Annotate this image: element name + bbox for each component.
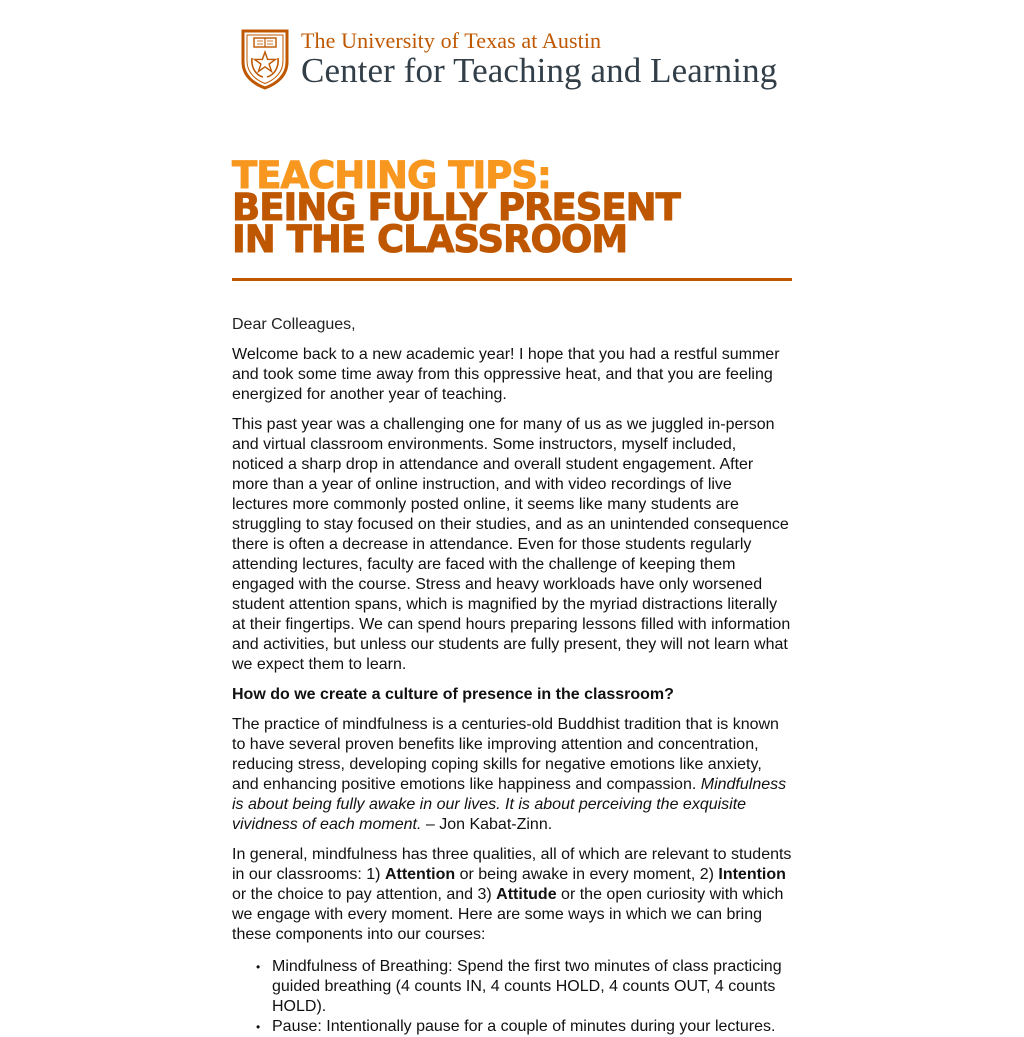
- paragraph-qualities: [232, 845, 792, 945]
- section-question: How do we create a culture of presence in the classroom?: [232, 686, 674, 703]
- title-line-1: TEACHING TIPS:: [232, 154, 551, 197]
- quality-attention: Attention: [384, 866, 456, 883]
- paragraph-welcome: Welcome back to a new academic year! I hope that you had a restful summer and took some time away from this oppressive heat, and that you are feeling energized for another year of teaching.: [232, 346, 780, 403]
- article: [232, 154, 792, 1037]
- title-line-2: BEING FULLY PRESENT: [232, 186, 680, 229]
- list-item: • Mindfulness of Breathing: Spend the first two minutes of class practicing guided breathing (4 counts IN, 4 counts HOLD, 4 counts OUT, 4 counts HOLD).: [272, 957, 792, 1017]
- center-name: Center for Teaching and Learning: [301, 51, 778, 90]
- paragraph-mindfulness: [232, 715, 792, 835]
- qualities-text-3: or the choice to pay attention, and 3): [232, 886, 497, 903]
- ut-shield-icon: [240, 28, 290, 90]
- list-item: • Pause: Intentionally pause for a couple of minutes during your lectures.: [272, 1017, 792, 1037]
- tips-list: [232, 957, 792, 1037]
- quality-intention: Intention: [718, 866, 786, 883]
- article-body: [232, 315, 792, 1037]
- quote-author: – Jon Kabat-Zinn.: [421, 816, 553, 833]
- title-divider: [232, 278, 792, 281]
- university-name: The University of Texas at Austin: [301, 28, 602, 53]
- page-title: [232, 154, 792, 261]
- mindfulness-text: The practice of mindfulness is a centuries-old Buddhist tradition that is known to have several proven benefits like improving attention and concentration, reducing stress, developing coping skills for negative emotions like anxiety, and enhancing positive emotions like happiness and compassion.: [232, 716, 779, 793]
- qualities-text-4: or the open curiosity with which we engage with every moment. Here are some ways in which we can bring these components into our courses:: [232, 886, 784, 943]
- qualities-text-1: In general, mindfulness has three qualities, all of which are relevant to students in our classrooms: 1): [232, 846, 792, 883]
- greeting: Dear Colleagues,: [232, 316, 356, 333]
- mindfulness-quote: Mindfulness is about being fully awake in our lives. It is about perceiving the exquisite vividness of each moment.: [232, 776, 787, 833]
- title-line-3: IN THE CLASSROOM: [232, 218, 628, 261]
- qualities-text-2: or being awake in every moment, 2): [455, 866, 719, 883]
- header: [240, 28, 800, 92]
- quality-attitude: Attitude: [496, 886, 557, 903]
- paragraph-challenges: This past year was a challenging one for many of us as we juggled in-person and virtual classroom environments. Some instructors, myself included, noticed a sharp drop in attendance and overall student engagement. After more than a year of online instruction, and with video recordings of live lectures more commonly posted online, it seems like many students are struggling to stay focused on their studies, and as an unintended consequence there is often a decrease in attendance. Even for those students regularly attending lectures, faculty are faced with the challenge of keeping them engaged with the course. Stress and heavy workloads have only worsened student attention spans, which is magnified by the myriad distractions literally at their fingertips. We can spend hours preparing lessons filled with information and activities, but unless our students are fully present, they will not learn what we expect them to learn.: [232, 416, 791, 673]
